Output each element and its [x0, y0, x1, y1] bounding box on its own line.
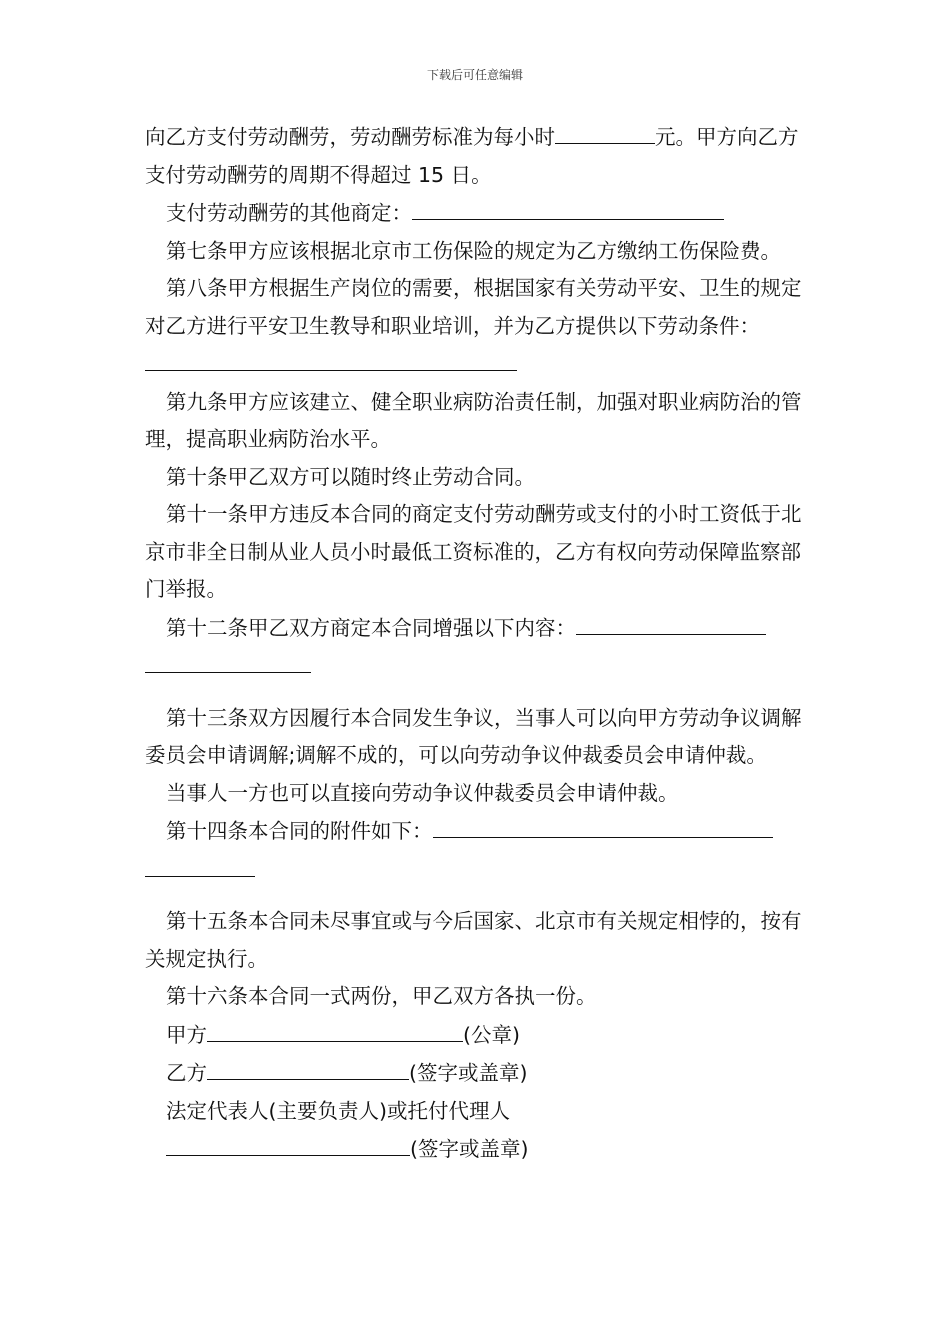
article-7: 第七条甲方应该根据北京市工伤保险的规定为乙方缴纳工伤保险费。 — [166, 238, 781, 263]
article-16: 第十六条本合同一式两份，甲乙双方各执一份。 — [166, 984, 597, 1008]
attachments-blank-1 — [433, 812, 773, 838]
page-header: 下载后可任意编辑 — [426, 68, 523, 82]
article-13: 第十三条双方因履行本合同发生争议，当事人可以向甲方劳动争议调解委员会申请调解;调解不成的，可以向劳动争议仲裁委员会申请仲裁。 — [145, 705, 802, 767]
article-15: 第十五条本合同未尽事宜或与今后国家、北京市有关规定相悖的，按有关规定执行。 — [145, 909, 802, 971]
article-12: 第十二条甲乙双方商定本合同增强以下内容： — [145, 609, 817, 686]
paragraph-wage-rate: 向乙方支付劳动酬劳，劳动酬劳标准为每小时 元。甲方向乙方支付劳动酬劳的周期不得超过 15 日。 — [145, 118, 817, 194]
hourly-rate-blank — [555, 118, 655, 144]
article-10: 第十条甲乙双方可以随时终止劳动合同。 — [166, 464, 535, 489]
contract-body — [145, 118, 817, 1169]
party-a-signature: 甲方 (公章) — [145, 1016, 817, 1055]
party-b-signature-blank — [207, 1054, 409, 1080]
representative-signature-blank — [166, 1130, 410, 1156]
representative-label: 法定代表人(主要负责人)或托付代理人 — [166, 1098, 510, 1123]
arbitration-note: 当事人一方也可以直接向劳动争议仲裁委员会申请仲裁。 — [166, 780, 679, 805]
additional-content-blank-2 — [145, 647, 311, 673]
article-14: 第十四条本合同的附件如下： — [145, 812, 817, 889]
article-9: 第九条甲方应该建立、健全职业病防治责任制，加强对职业病防治的管理，提高职业病防治水平。 — [145, 389, 802, 451]
other-payment-blank — [412, 194, 724, 220]
article-11: 第十一条甲方违反本合同的商定支付劳动酬劳或支付的小时工资低于北京市非全日制从业人员小时最低工资标准的，乙方有权向劳动保障监察部门举报。 — [145, 502, 802, 601]
additional-content-blank-1 — [576, 609, 766, 635]
party-a-signature-blank — [207, 1016, 463, 1042]
party-b-signature: 乙方 (签字或盖章) — [145, 1054, 817, 1093]
paragraph-other-payment: 支付劳动酬劳的其他商定： — [145, 194, 817, 233]
labor-conditions-blank — [145, 345, 517, 371]
representative-signature: (签字或盖章) — [145, 1130, 817, 1169]
attachments-blank-2 — [145, 851, 255, 877]
article-8: 第八条甲方根据生产岗位的需要，根据国家有关劳动平安、卫生的规定对乙方进行平安卫生教导和职业培训，并为乙方提供以下劳动条件： — [145, 270, 817, 384]
